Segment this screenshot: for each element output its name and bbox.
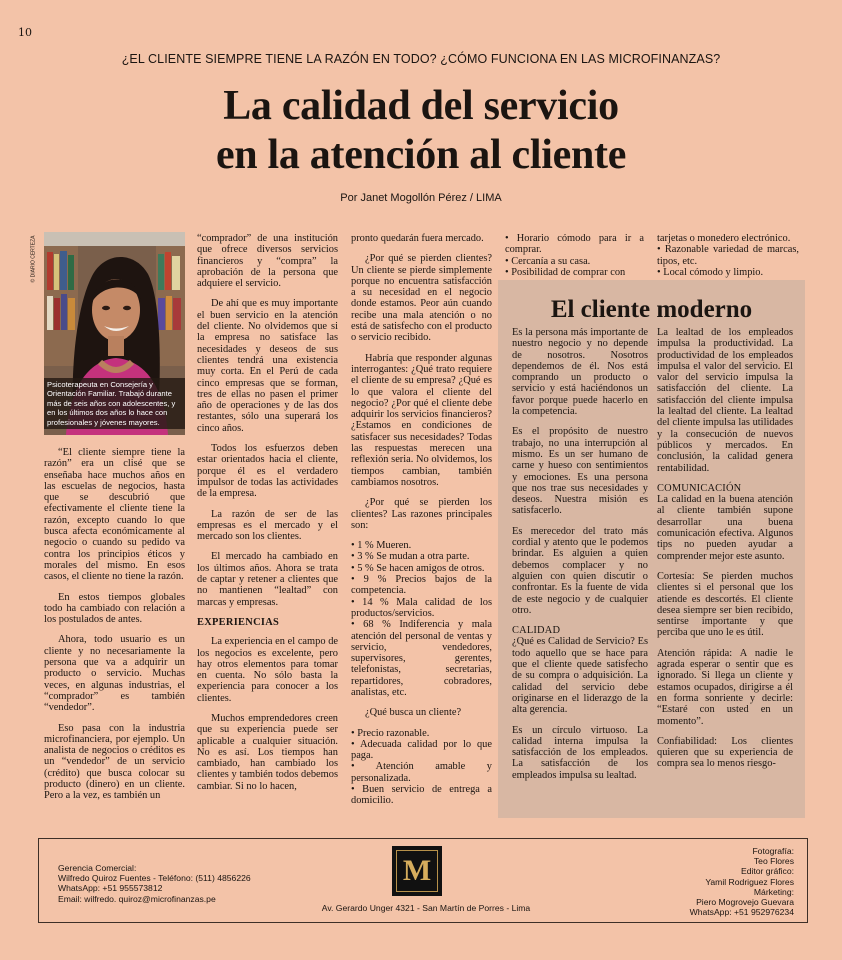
list-item: • 3 % Se mudan a otra parte. (351, 551, 470, 563)
column-2 (197, 233, 338, 801)
page-number: 10 (18, 26, 32, 39)
paragraph: Es merecedor del trato más cordial y atento que le podemos brindar. Es alguien a quien debemos complacer y no alguien con quien discutir o confrontar. Es la fuente de vida de este negocio y de cualquier otro. (512, 525, 648, 616)
paragraph: “El cliente siempre tiene la razón” era un clisé que se enseñaba hace muchos años en las escuelas de negocios, hasta que se descubrió que efectivamente el cliente tiene la razón, excepto cuando lo que busca afecta económicamente al negocio o cuando su pedido va contra los principios éticos y morales del mismo. En esos casos, el cliente no tiene la razón. (44, 447, 185, 583)
list-item: • Cercanía a su casa. (505, 255, 591, 267)
list-item: • Atención amable y personalizada. (351, 761, 492, 784)
paragraph: Es un círculo virtuoso. La calidad interna impulsa la satisfacción de los empleados. La satisfacción de los empleados impulsa su lealtad. (512, 724, 648, 781)
paragraph: pronto quedarán fuera mercado. (351, 233, 484, 244)
list-item: • 14 % Mala calidad de los productos/servicios. (351, 596, 492, 619)
list-item: • 1 % Mueren. (351, 540, 412, 552)
footer-credits (608, 846, 794, 917)
footer-line: Wilfredo Quiroz Fuentes - Teléfono: (511) 4856226 (58, 873, 251, 884)
paragraph: De ahí que es muy importante el buen servicio en la atención del cliente. No olvidemos que si la empresa no satisface las necesidades y deseos de sus clientes tendrá una existencia muy corta. En el Perú de cada cinco empresas que se forman, tres de ellas no pasen el primer año de operaciones y de las dos restantes, sólo una superará los cinco años. (197, 298, 338, 434)
title-line-2: en la atención al cliente (215, 132, 627, 178)
list-item: • Adecuada calidad por lo que paga. (351, 738, 492, 762)
paragraph: Atención rápida: A nadie le agrada esperar o sentir que es ignorado. Si llega un cliente y estamos ocupados, dirigirse a él en forma sonriente y decirle: “Estaré con usted en un momento”. (657, 647, 793, 727)
footer-commercial-contact (58, 863, 251, 904)
paragraph: La calidad en la buena atención al cliente también supone desarrollar una buena comunicación efectiva. Algunos tips no pueden ayudar a comprender mejor este asunto. (657, 494, 793, 562)
paragraph: El mercado ha cambiado en los últimos años. Ahora se trata de captar y retener a clientes que no mantienen “lealtad” con marcas y empresas. (197, 551, 338, 608)
list-item: • Posibilidad de comprar con (505, 266, 626, 278)
paragraph: Confiabilidad: Los clientes quieren que su experiencia de compra sea lo menos riesgo- (657, 735, 793, 770)
list-item: tarjetas o monedero electrónico. (657, 233, 791, 244)
footer-line: Gerencia Comercial: (58, 863, 137, 873)
footer-line: Editor gráfico: (740, 866, 794, 877)
reasons-list (351, 540, 492, 698)
kicker-headline: ¿EL CLIENTE SIEMPRE TIENE LA RAZÓN EN TODO? ¿CÓMO FUNCIONA EN LAS MICROFINANZAS? (121, 52, 721, 66)
paragraph: ¿Por qué se pierden clientes? Un cliente se pierde simplemente porque no encuentra satisfacción a su necesidad en el negocio donde estamos. Peor aún cuando recibe una mala atención o no está de satisfecho con el producto o servicio recibido. (351, 253, 492, 344)
paragraph: “comprador” de una institución que ofrece diversos servicios financieros y “compra” la aprobación de la persona que adquiere el servicio. (197, 233, 338, 290)
list-item: • 68 % Indiferencia y mala atención del personal de ventas y servicio, vendedores, supervisores, gerentes, telefonistas, secretarias, repartidores, cobradores, analistas, etc. (351, 619, 492, 698)
paragraph: Es la persona más importante de nuestro negocio y no depende de nosotros. Nosotros dependemos de él. Nos está comprando un producto o servicio y está haciéndonos un favor porque puede hacerlo en la competencia. (512, 327, 648, 418)
list-item: • Precio razonable. (351, 727, 430, 739)
footer-line: Fotografía: (752, 846, 794, 856)
publication-logo (392, 846, 442, 896)
sidebar-column-left (512, 327, 648, 790)
paragraph: La experiencia en el campo de los negocios es excelente, pero hay otros elementos para tomar en cuenta. No sólo basta la experiencia para conocer a los clientes. (197, 636, 338, 704)
section-heading-calidad: CALIDAD (512, 625, 561, 637)
column-1 (44, 447, 185, 811)
list-item: • Horario cómodo para ir a comprar. (505, 233, 644, 256)
logo-letter: M (396, 850, 438, 892)
footer-line: Yamil Rodriguez Flores (705, 876, 794, 887)
section-heading-experiencias: EXPERIENCIAS (197, 616, 280, 628)
byline: Por Janet Mogollón Pérez / LIMA (340, 192, 502, 204)
wants-list (351, 728, 492, 807)
footer-email[interactable]: Email: wilfredo. quiroz@microfinanzas.pe (58, 893, 216, 904)
paragraph: La lealtad de los empleados impulsa la productividad. La productividad de los empleados impulsa el valor del servicio. El valor del servicio impulsa la satisfacción del cliente. La satisfacción del cliente impulsa la lealtad del cliente. La lealtad del cliente impulsa las utilidades y la consecución de nuevos públicos y mercados. En conclusión, la calidad genera rentabilidad. (657, 327, 793, 474)
sidebar-column-right (657, 327, 793, 779)
list-item: • Buen servicio de entrega a domicilio. (351, 784, 492, 807)
paragraph: Es el propósito de nuestro trabajo, no una interrupción al mismo. Es un ser humano de carne y hueso con sentimientos y emociones. Es una persona que nos trae sus necesidades y deseos. Nuestra misión es satisfacerlo. (512, 426, 648, 517)
photo-caption: Psicoterapeuta en Consejería y Orientación Familiar. Trabajó durante más de seis años con adolescentes, y en los últimos dos años lo hace con profesionales y jóvenes mayores. (44, 378, 185, 429)
paragraph: ¿Qué es Calidad de Servicio? Es todo aquello que se hace para que el cliente quede satisfecho de su compra o adquisición. La calidad del servicio debe originarse en el liderazgo de la alta gerencia. (512, 636, 648, 716)
paragraph: Cortesía: Se pierden muchos clientes si el personal que los atiende es descortés. El cliente desea siempre ser bien recibido, sentirse importante y que perciba que uno le es útil. (657, 570, 793, 639)
footer-line: Teo Flores (753, 856, 794, 867)
list-item: • 5 % Se hacen amigos de otros. (351, 562, 485, 574)
wants-list-continued (505, 233, 644, 278)
footer-line: Márketing: (753, 886, 794, 897)
paragraph: Ahora, todo usuario es un cliente y no necesariamente la persona que va a adquirir un producto o servicio. Muchas veces, en algunas industrias, el “comprador” es también “vendedor”. (44, 634, 185, 714)
list-item: • 9 % Precios bajos de la competencia. (351, 574, 492, 597)
paragraph: ¿Qué busca un cliente? (365, 707, 462, 719)
paragraph: Todos los esfuerzos deben estar orientados hacia el cliente, porque él es el verdadero impulsor de todas las actividades de la empresa. (197, 443, 338, 500)
sidebar-title: El cliente moderno (550, 296, 753, 323)
paragraph: Eso pasa con la industria microfinanciera, por ejemplo. Un analista de negocios o créditos es un “vendedor” de un servicio (crédito) que busca colocar su producto (dinero) en un cliente. Pero a la vez, es también un (44, 722, 185, 802)
photo-credit: © DIARIO CERTEZA (30, 235, 37, 283)
wants-list-continued (657, 233, 799, 278)
footer-line: Piero Mogrovejo Guevara (696, 897, 794, 908)
section-heading-comunicacion: COMUNICACIÓN (657, 482, 742, 494)
list-item: • Razonable variedad de marcas, tipos, etc. (657, 244, 799, 267)
article-title (0, 82, 842, 180)
column-3 (351, 233, 492, 816)
paragraph: Habría que responder algunas interrogantes: ¿Qué trato requiere el cliente de su empresa? ¿Qué es lo que valora el cliente del negocio? ¿Por qué el cliente debe adquirir los servicios financieros? ¿Estamos en condiciones de satisfacer sus necesidades? Todas las respuestas merecen una reflexión seria. No olvidemos, los tiempos cambian, también cambiamos nosotros. (351, 352, 492, 488)
title-line-1: La calidad del servicio (223, 83, 619, 129)
paragraph: ¿Por qué se pierden los clientes? Las razones principales son: (351, 497, 492, 531)
paragraph: Muchos emprendedores creen que su experiencia puede ser aplicable a cualquier situación. No es así. Los tiempos han cambiado, han cambiado los clientes y también todos debemos cambiar. Si no lo hacen, (197, 712, 338, 792)
paragraph: En estos tiempos globales todo ha cambiado con relación a los postulados de antes. (44, 591, 185, 626)
footer-line: WhatsApp: +51 952976234 (689, 907, 794, 918)
list-item: • Local cómodo y limpio. (657, 266, 764, 278)
paragraph: La razón de ser de las empresas es el mercado y el mercado son los clientes. (197, 508, 338, 543)
footer-address: Av. Gerardo Unger 4321 - San Martín de Porres - Lima (321, 903, 531, 913)
footer-line: WhatsApp: +51 955573812 (58, 883, 163, 894)
